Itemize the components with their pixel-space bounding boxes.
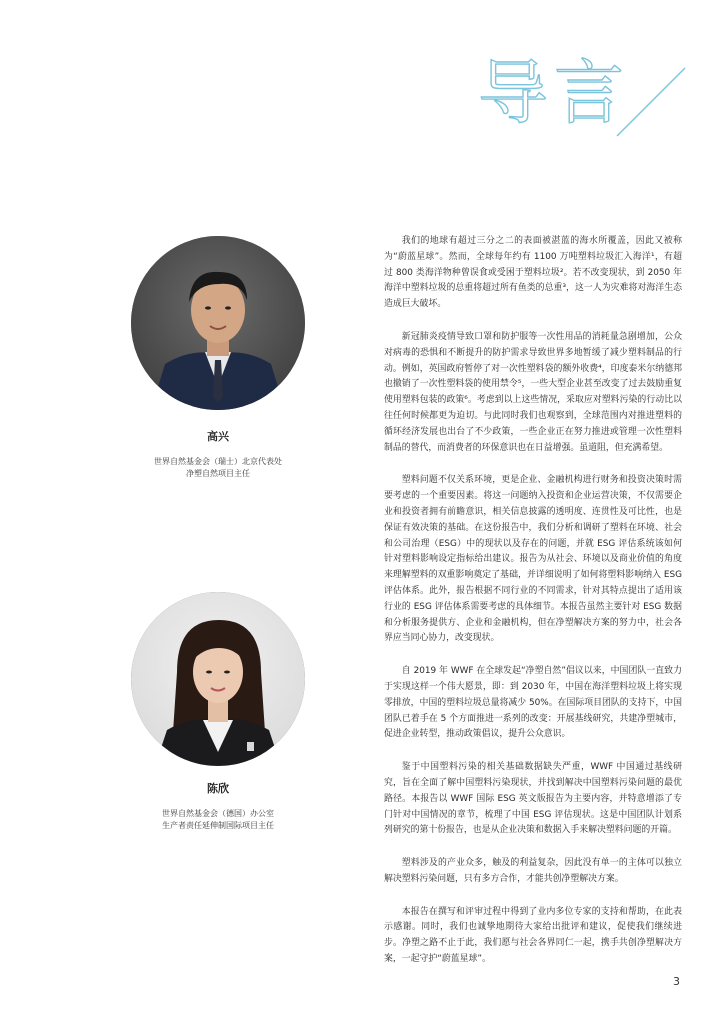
paragraph: 塑料涉及的产业众多，触及的利益复杂，因此没有单一的主体可以独立解决塑料污染问题，只有多方合作，才能共创净塑解决方案。 [384,858,682,884]
person-name: 高兴 [207,430,229,443]
person-title [118,456,318,480]
paragraph: 我们的地球有超过三分之二的表面被湛蓝的海水所覆盖，因此又被称为“蔚蓝星球”。然而，全球每年约有 1100 万吨塑料垃圾汇入海洋¹，有超过 800 类海洋物种曾误食或受困于塑料垃圾²。若不改变现状，到 2050 年海洋中塑料垃圾的总重将超过所有鱼类的总重³，这一人为灾难将对海洋生态造成巨大破坏。 [384,236,682,310]
portrait-gao-xing [131,236,305,410]
person-title [118,808,318,832]
paragraph: 本报告在撰写和评审过程中得到了业内多位专家的支持和帮助，在此表示感谢。同时，我们也诚挚地期待大家给出批评和建议，促使我们继续进步。净塑之路不止于此，我们愿与社会各界同仁一起，携手共创净塑解决方案，一起守护“蔚蓝星球”。 [384,906,682,965]
person-title-line: 生产者责任延伸制国际项目主任 [162,821,274,830]
page-title: 导言 [478,52,630,134]
paragraph: 自 2019 年 WWF 在全球发起“净塑自然”倡议以来，中国团队一直致力于实现这样一个伟大愿景，即：到 2030 年，中国在海洋塑料垃圾上将实现零排放，中国的塑料垃圾总量将减少 50%。在国际项目团队的支持下，中国团队已着手在 5 个方面推进一系列的改变：开展基线研究，共建净塑城市，促进企业转型，推动政策倡议，提升公众意识。 [384,666,682,740]
person-title-line: 世界自然基金会（德国）办公室 [162,809,274,818]
portrait-chen-xin [131,592,305,766]
person-title-line: 净塑自然项目主任 [186,469,250,478]
person-name: 陈欣 [207,782,229,795]
person-title-line: 世界自然基金会（瑞士）北京代表处 [154,457,282,466]
intro-body [384,234,682,985]
paragraph: 新冠肺炎疫情导致口罩和防护服等一次性用品的消耗量急剧增加，公众对病毒的恐惧和不断提升的防护需求导致世界多地暂缓了减少塑料制品的行动。例如，英国政府暂停了对一次性塑料袋的额外收费⁴，印度泰米尔纳德邦也撤销了一次性塑料袋的使用禁令⁵，一些大型企业甚至改变了过去鼓励重复使用塑料包装的政策⁶。考虑到以上这些情况，采取应对塑料污染的行动比以往任何时候都更为迫切。与此同时我们也观察到，全球范围内对推进塑料的循环经济发展也出台了不少政策，一些企业正在努力推进或管理一次性塑料制品的替代，而消费者的环保意识也在日益增强。虽道阻，但充满希望。 [384,331,682,453]
paragraph: 鉴于中国塑料污染的相关基础数据缺失严重，WWF 中国通过基线研究，旨在全面了解中国塑料污染现状，并找到解决中国塑料污染问题的最优路径。本报告以 WWF 国际 ESG 英文版报告为主要内容，并特意增添了专门针对中国情况的章节，梳理了中国 ESG 评估现状。这是中国团队计划系列研究的第十份报告，也是从企业决策和数据入手来解决塑料问题的开篇。 [384,762,682,836]
title-decoration [611,62,691,142]
page-number: 3 [673,975,680,988]
paragraph: 塑料问题不仅关系环境，更是企业、金融机构进行财务和投资决策时需要考虑的一个重要因素。将这一问题纳入投资和企业运营决策，不仅需要企业和投资者拥有前瞻意识，相关信息披露的透明度、连贯性及可比性，也是保证有效决策的基础。在这份报告中，我们分析和调研了塑料在环境、社会和公司治理（ESG）中的现状以及存在的问题，并就 ESG 评估系统该如何针对塑料影响设定指标给出建议。报告为从社会、环境以及商业价值的角度来理解塑料的双重影响奠定了基础，并详细说明了如何将塑料影响纳入 ESG 评估体系。此外，报告根据不同行业的不同需求，针对其特点提出了适用该行业的 ESG 评估体系需要考虑的具体细节。本报告虽然主要针对 ESG 数据和分析服务提供方、企业和金融机构，但在净塑解决方案的努力中，社会各界应当同心协力，改变现状。 [384,475,682,644]
